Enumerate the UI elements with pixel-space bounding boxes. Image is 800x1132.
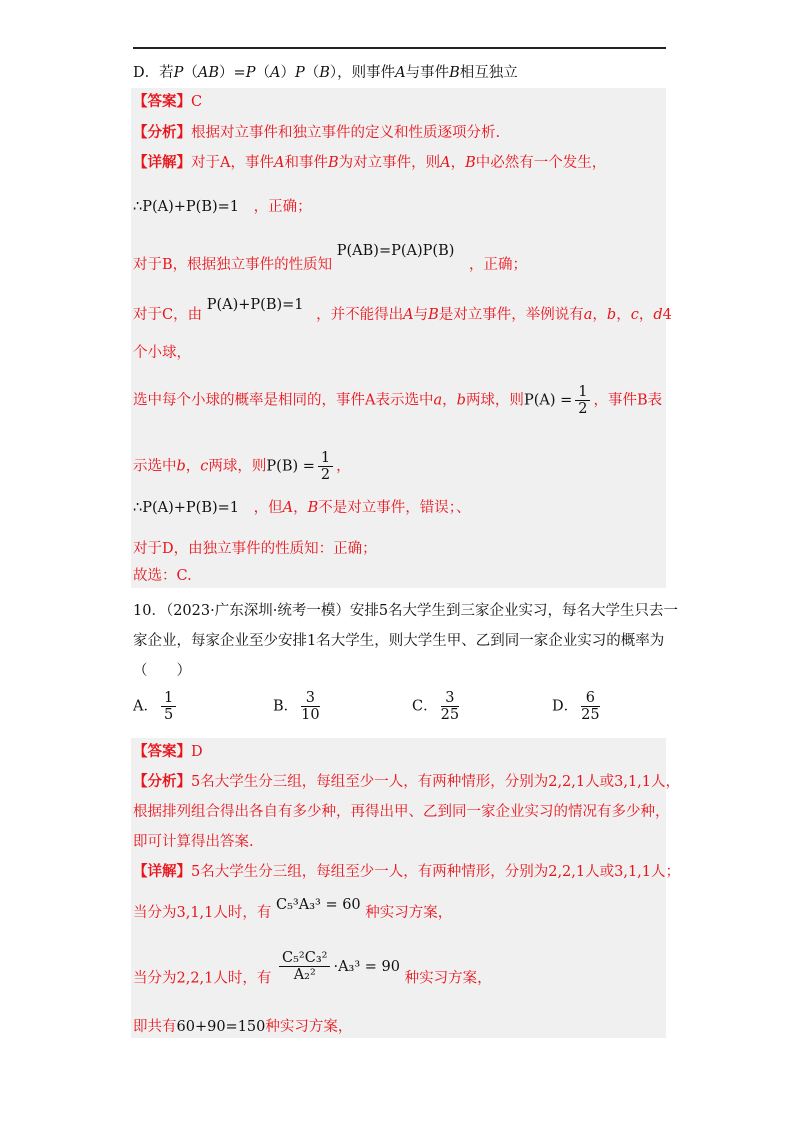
text: 为对立事件，则: [338, 155, 441, 171]
for-c-line: [133, 297, 672, 326]
text: （: [183, 65, 198, 81]
analysis-line-10-3: [133, 831, 254, 853]
text: A: [403, 307, 414, 323]
text: b: [176, 458, 186, 475]
fraction: [161, 690, 176, 723]
answer-line-10: [133, 741, 203, 763]
text: ，: [442, 392, 457, 409]
case2-line: [133, 950, 492, 995]
option-a: [133, 690, 179, 723]
equation: P(A) =: [523, 392, 573, 409]
text: 两球，则: [208, 458, 267, 475]
text: ，: [336, 458, 351, 475]
text: ）: [280, 65, 295, 81]
denominator: 5: [163, 707, 174, 723]
text: A: [282, 500, 294, 516]
text: a: [433, 392, 443, 409]
text: d: [653, 307, 663, 323]
text: ），则事件: [329, 65, 396, 81]
detail-line: [133, 152, 606, 174]
answer-value: D: [191, 744, 203, 760]
answer-value: C: [191, 94, 203, 110]
text: ，: [616, 307, 631, 323]
for-d-line: [133, 538, 377, 560]
text: 当分为2,2,1人时，有: [133, 970, 272, 987]
analysis-tag: 【分析】: [133, 124, 191, 141]
option-b: [273, 690, 323, 723]
select-line: [133, 384, 662, 417]
equation: C₅³A₃³ = 60: [276, 897, 361, 913]
text: ，但: [253, 500, 283, 516]
text: B: [465, 155, 476, 171]
text: 对于A，事件: [191, 155, 274, 171]
text: AB: [197, 65, 220, 81]
numerator: 1: [575, 384, 590, 401]
equation: 60+90=150: [176, 1019, 266, 1035]
numerator: 3: [441, 690, 459, 707]
text: B: [319, 65, 330, 81]
text: 对于C，由: [133, 307, 203, 323]
text: 种实习方案，: [404, 970, 492, 987]
text: 家企业，每家企业至少安排1名大学生，则大学生甲、乙到同一家企业实习的概率为: [133, 633, 665, 649]
text: B: [449, 65, 460, 81]
text: b: [456, 392, 466, 409]
text: A: [269, 65, 281, 81]
text: 相互独立: [459, 65, 518, 81]
q10-line-1: [133, 600, 678, 622]
denominator: 2: [578, 401, 588, 417]
text: 当分为3,1,1人时，有: [133, 905, 272, 921]
text: 选中每个小球的概率是相同的，事件A表示选中: [133, 392, 434, 409]
numerator: 3: [301, 690, 319, 707]
text: 故选：C.: [133, 568, 192, 584]
analysis-text: 根据对立事件和独立事件的定义和性质逐项分析.: [191, 125, 501, 141]
choose-line: [133, 565, 192, 587]
denominator: 25: [581, 707, 600, 723]
answer-tag: 【答案】: [133, 93, 191, 110]
analysis-tag: 【分析】: [133, 773, 191, 790]
text: 两球，则: [465, 392, 524, 409]
text: ，正确；: [469, 257, 527, 273]
analysis-line-10-2: [133, 801, 670, 823]
text: B: [428, 307, 439, 323]
text: 5名大学生分三组，每组至少一人，有两种情形，分别为2,2,1人或3,1,1人；: [191, 864, 681, 880]
case1-line: [133, 897, 453, 924]
text: 与事件: [405, 65, 450, 81]
text: （: [304, 65, 320, 81]
option-label: A．: [133, 698, 158, 715]
option-label: B．: [273, 698, 299, 715]
text: a: [583, 307, 593, 323]
text: 不是对立事件，错误；、: [318, 500, 471, 516]
text: 5名大学生分三组，每组至少一人，有两种情形，分别为2,2,1人或3,1,1人，: [191, 774, 681, 790]
option-label: D．: [552, 698, 579, 715]
option-label: C．: [412, 698, 438, 715]
equation: P(AB)=P(A)P(B): [336, 243, 455, 259]
fraction: [441, 690, 459, 723]
fraction: [318, 450, 333, 483]
text: ，: [592, 307, 607, 323]
total-line: [133, 1016, 352, 1038]
text: B: [327, 155, 339, 171]
detail-tag: 【详解】: [133, 154, 191, 171]
text: 示选中: [133, 458, 177, 475]
text: 种实习方案，: [365, 905, 453, 921]
text: 种实习方案，: [265, 1019, 353, 1035]
denominator: 25: [440, 707, 460, 723]
text: ，事件B表: [593, 392, 663, 409]
numerator: 6: [581, 690, 599, 707]
for-c-line-2: [133, 342, 191, 364]
option-c: [412, 690, 462, 723]
answer-line: [133, 91, 202, 113]
equation: ∴P(A)+P(B)=1: [133, 500, 240, 516]
text: c: [630, 307, 639, 323]
text: ）=: [219, 65, 246, 81]
denominator: A₂²: [293, 967, 316, 983]
option-d: [552, 690, 603, 723]
detail-line-10: [133, 861, 680, 883]
text: ，: [638, 307, 654, 323]
text: 即可计算得出答案.: [133, 834, 254, 850]
denominator: 2: [320, 467, 331, 483]
analysis-line-10-1: [133, 771, 680, 793]
equation: P(A)+P(B)=1: [206, 297, 304, 313]
q10-line-2: [133, 630, 664, 652]
text: D．若: [133, 65, 174, 81]
text: A: [273, 155, 285, 171]
text: 个小球，: [133, 345, 191, 361]
text: 中必然有一个发生，: [475, 155, 607, 171]
text: ，: [185, 458, 201, 475]
text: 与: [413, 307, 429, 323]
top-rule: [133, 47, 666, 49]
fraction: [575, 384, 590, 417]
q10-line-3: [133, 660, 191, 682]
text: c: [200, 458, 209, 475]
text: 即共有: [133, 1019, 177, 1035]
equation: ∴P(A)+P(B)=1: [133, 199, 240, 215]
numerator: C₅²C₃²: [279, 950, 330, 967]
text: 对于D，由独立事件的性质知：正确；: [133, 541, 377, 557]
text: ，: [450, 155, 466, 171]
text: 根据排列组合得出各自有多少种，再得出甲、乙到同一家企业实习的情况有多少种，: [133, 804, 670, 820]
fraction: [581, 690, 599, 723]
equation: P(B) =: [266, 458, 315, 475]
fraction: [301, 690, 319, 723]
text: P: [245, 65, 256, 81]
text: A: [395, 65, 406, 81]
text: b: [606, 307, 617, 323]
text: 和事件: [284, 155, 328, 171]
text: 是对立事件，举例说有: [438, 307, 584, 323]
analysis-line: [133, 122, 500, 144]
text: ，正确；: [253, 199, 312, 215]
equation-line-2: [133, 497, 471, 519]
text: ，并不能得出: [316, 307, 404, 323]
option-d-line: [133, 62, 518, 84]
select-line-2: [133, 450, 351, 483]
text: （ ）: [133, 663, 191, 679]
denominator: 10: [301, 707, 320, 723]
numerator: 1: [318, 450, 333, 467]
text: A: [440, 155, 451, 171]
numerator: 1: [161, 690, 176, 707]
text: ，: [293, 500, 308, 516]
text: 10．（2023·广东深圳·统考一模）安排5名大学生到三家企业实习，每名大学生只去一: [133, 603, 679, 619]
text: 4: [662, 307, 672, 323]
text: 对于B，根据独立事件的性质知: [133, 257, 333, 273]
answer-tag: 【答案】: [133, 743, 191, 760]
text: P: [294, 65, 305, 81]
for-b-line: [133, 243, 527, 276]
detail-tag: 【详解】: [133, 863, 191, 880]
fraction: [279, 950, 330, 983]
equation-line-1: [133, 196, 312, 218]
equation: ·A₃³ = 90: [333, 958, 400, 975]
text: B: [307, 500, 319, 516]
text: P: [173, 65, 184, 81]
text: （: [255, 65, 270, 81]
